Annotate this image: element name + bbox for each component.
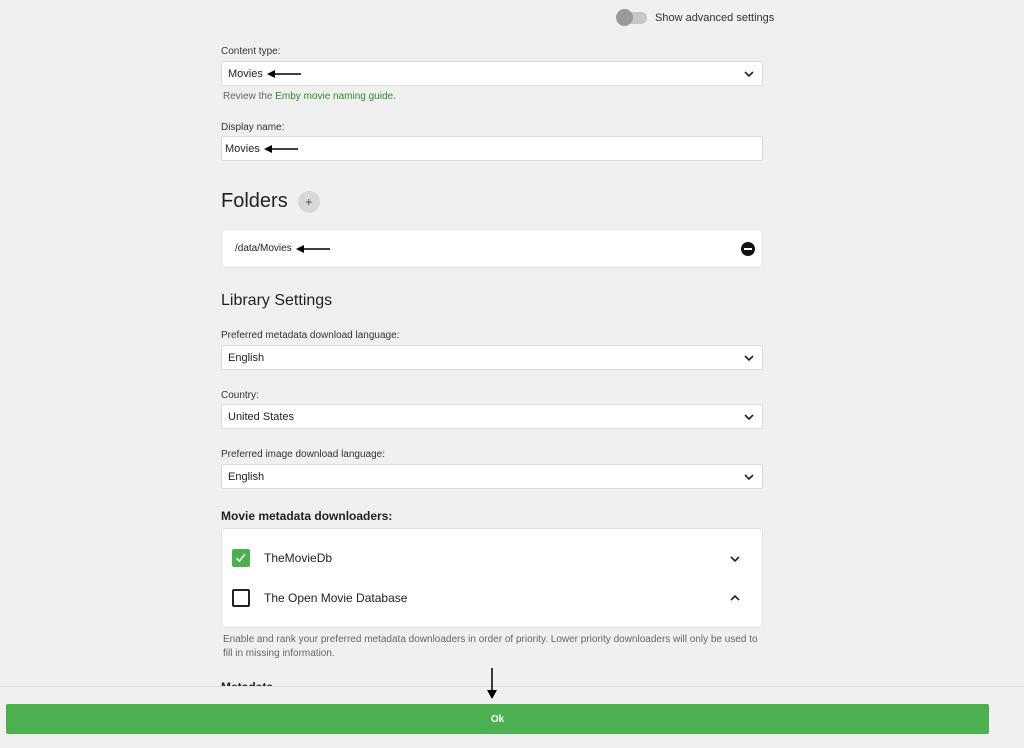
- display-name-value: Movies: [225, 142, 260, 155]
- annotation-arrow-icon: [267, 69, 301, 79]
- library-settings-heading: Library Settings: [221, 292, 333, 309]
- folder-list: [221, 229, 763, 268]
- display-name-input[interactable]: [221, 136, 763, 161]
- chevron-down-icon: [744, 70, 754, 78]
- image-language-select[interactable]: [221, 464, 763, 489]
- display-name-label: Display name:: [221, 122, 285, 133]
- folders-heading: Folders: [221, 190, 288, 212]
- content-type-select[interactable]: [221, 61, 763, 86]
- chevron-down-icon: [744, 473, 754, 481]
- move-up-chevron-icon[interactable]: [730, 594, 740, 602]
- checkbox-unchecked-icon[interactable]: [232, 589, 250, 607]
- remove-folder-button[interactable]: [741, 242, 755, 256]
- folder-path: /data/Movies: [235, 243, 292, 254]
- toggle-label: Show advanced settings: [655, 12, 775, 24]
- downloader-name: The Open Movie Database: [264, 591, 408, 605]
- content-type-label: Content type:: [221, 46, 281, 57]
- downloader-item: [232, 589, 407, 607]
- toggle-switch[interactable]: [617, 12, 647, 24]
- folder-item: [235, 243, 330, 254]
- metadata-language-select[interactable]: [221, 345, 763, 370]
- add-folder-button[interactable]: +: [298, 191, 320, 213]
- country-select[interactable]: [221, 404, 763, 429]
- downloaders-list: [221, 528, 763, 628]
- checkbox-checked-icon[interactable]: [232, 549, 250, 567]
- annotation-arrow-icon: [264, 144, 298, 154]
- advanced-settings-toggle[interactable]: [617, 12, 774, 24]
- ok-button[interactable]: Ok: [6, 704, 989, 734]
- metadata-language-value: English: [228, 351, 265, 364]
- downloaders-help: Enable and rank your preferred metadata downloaders in order of priority. Lower priority downloaders will only be used to fill in missing information.: [223, 634, 758, 659]
- annotation-arrow-icon: [296, 244, 330, 254]
- naming-guide-hint: Review the Emby movie naming guide.: [223, 91, 396, 102]
- downloader-item: [232, 549, 332, 567]
- naming-guide-link[interactable]: Emby movie naming guide: [275, 91, 394, 102]
- country-label: Country:: [221, 390, 259, 401]
- annotation-arrow-down-icon: [486, 668, 498, 700]
- downloader-name: TheMovieDb: [264, 551, 333, 565]
- downloaders-heading: Movie metadata downloaders:: [221, 509, 393, 523]
- move-down-chevron-icon[interactable]: [730, 555, 740, 563]
- image-language-value: English: [228, 470, 265, 483]
- chevron-down-icon: [744, 413, 754, 421]
- metadata-language-label: Preferred metadata download language:: [221, 330, 400, 341]
- chevron-down-icon: [744, 354, 754, 362]
- content-type-value: Movies: [228, 67, 263, 80]
- folders-header: [221, 190, 320, 213]
- image-language-label: Preferred image download language:: [221, 449, 385, 460]
- country-value: United States: [228, 410, 295, 423]
